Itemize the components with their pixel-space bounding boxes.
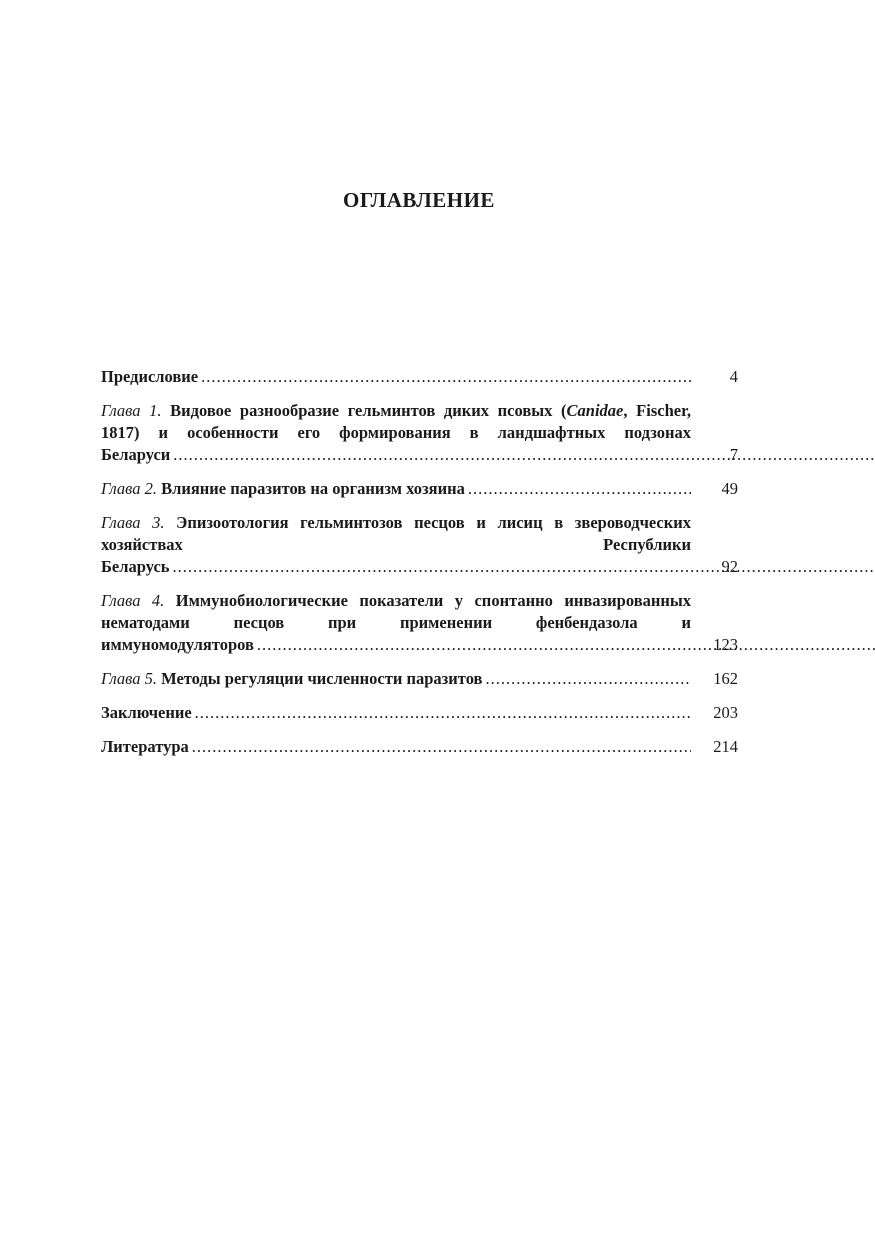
chapter-label: Глава 1. bbox=[101, 401, 162, 420]
toc-entry-text bbox=[101, 512, 691, 578]
toc-page-number: 7 bbox=[729, 445, 738, 464]
toc-entry-text bbox=[101, 702, 691, 724]
toc-entry-text bbox=[101, 400, 691, 466]
toc-entry-text bbox=[101, 668, 691, 690]
toc-entry-chapter-2[interactable] bbox=[101, 478, 738, 500]
chapter-label: Глава 3. bbox=[101, 513, 165, 532]
toc-entry-title: Видовое разнообразие гельминтов диких псовых (Canidae, Fischer, 1817) и особенности его формирования в ландшафтных подзонах Беларуси bbox=[101, 401, 691, 464]
toc-page-number: 123 bbox=[713, 635, 738, 654]
dot-leader bbox=[192, 736, 691, 758]
toc-entry-title: Методы регуляции численности паразитов bbox=[161, 669, 483, 688]
toc-entry-text bbox=[101, 590, 691, 656]
toc-entry-title: Иммунобиологические показатели у спонтанно инвазированных нематодами песцов при применении фенбендазола и иммуномодуляторов bbox=[101, 591, 692, 654]
toc-entry-title: Заключение bbox=[101, 703, 192, 722]
toc-page-number: 49 bbox=[721, 479, 738, 498]
dot-leader bbox=[173, 557, 875, 576]
toc-page-number: 162 bbox=[713, 669, 738, 688]
dot-leader bbox=[468, 478, 691, 500]
page-title: ОГЛАВЛЕНИЕ bbox=[343, 188, 495, 212]
toc-entry-text bbox=[101, 366, 691, 388]
toc-page-number: 203 bbox=[713, 703, 738, 722]
dot-leader bbox=[173, 445, 875, 464]
toc-page-number: 4 bbox=[729, 367, 738, 386]
taxon-italic: Canidae bbox=[566, 401, 624, 420]
toc-entry-preface[interactable] bbox=[101, 366, 738, 388]
dot-leader bbox=[485, 668, 691, 690]
dot-leader bbox=[195, 702, 691, 724]
toc-entry-chapter-5[interactable] bbox=[101, 668, 738, 690]
dot-leader bbox=[257, 635, 875, 654]
toc-entry-text bbox=[101, 478, 691, 500]
toc-entry-chapter-4[interactable] bbox=[101, 590, 738, 656]
chapter-label: Глава 2. bbox=[101, 479, 157, 498]
table-of-contents bbox=[101, 366, 738, 770]
chapter-label: Глава 4. bbox=[101, 591, 165, 610]
toc-entry-chapter-3[interactable] bbox=[101, 512, 738, 578]
toc-page-number: 92 bbox=[721, 557, 738, 576]
toc-entry-chapter-1[interactable] bbox=[101, 400, 738, 466]
toc-entry-title: Эпизоотология гельминтозов песцов и лисиц в звероводческих хозяйствах Республики Беларусь bbox=[101, 513, 691, 576]
toc-entry-references[interactable] bbox=[101, 736, 738, 758]
toc-entry-title: Влияние паразитов на организм хозяина bbox=[161, 479, 465, 498]
toc-entry-title: Литература bbox=[101, 737, 189, 756]
toc-entry-conclusion[interactable] bbox=[101, 702, 738, 724]
toc-page-number: 214 bbox=[713, 737, 738, 756]
dot-leader bbox=[201, 366, 691, 388]
chapter-label: Глава 5. bbox=[101, 669, 157, 688]
toc-entry-title: Предисловие bbox=[101, 367, 199, 386]
toc-entry-text bbox=[101, 736, 691, 758]
